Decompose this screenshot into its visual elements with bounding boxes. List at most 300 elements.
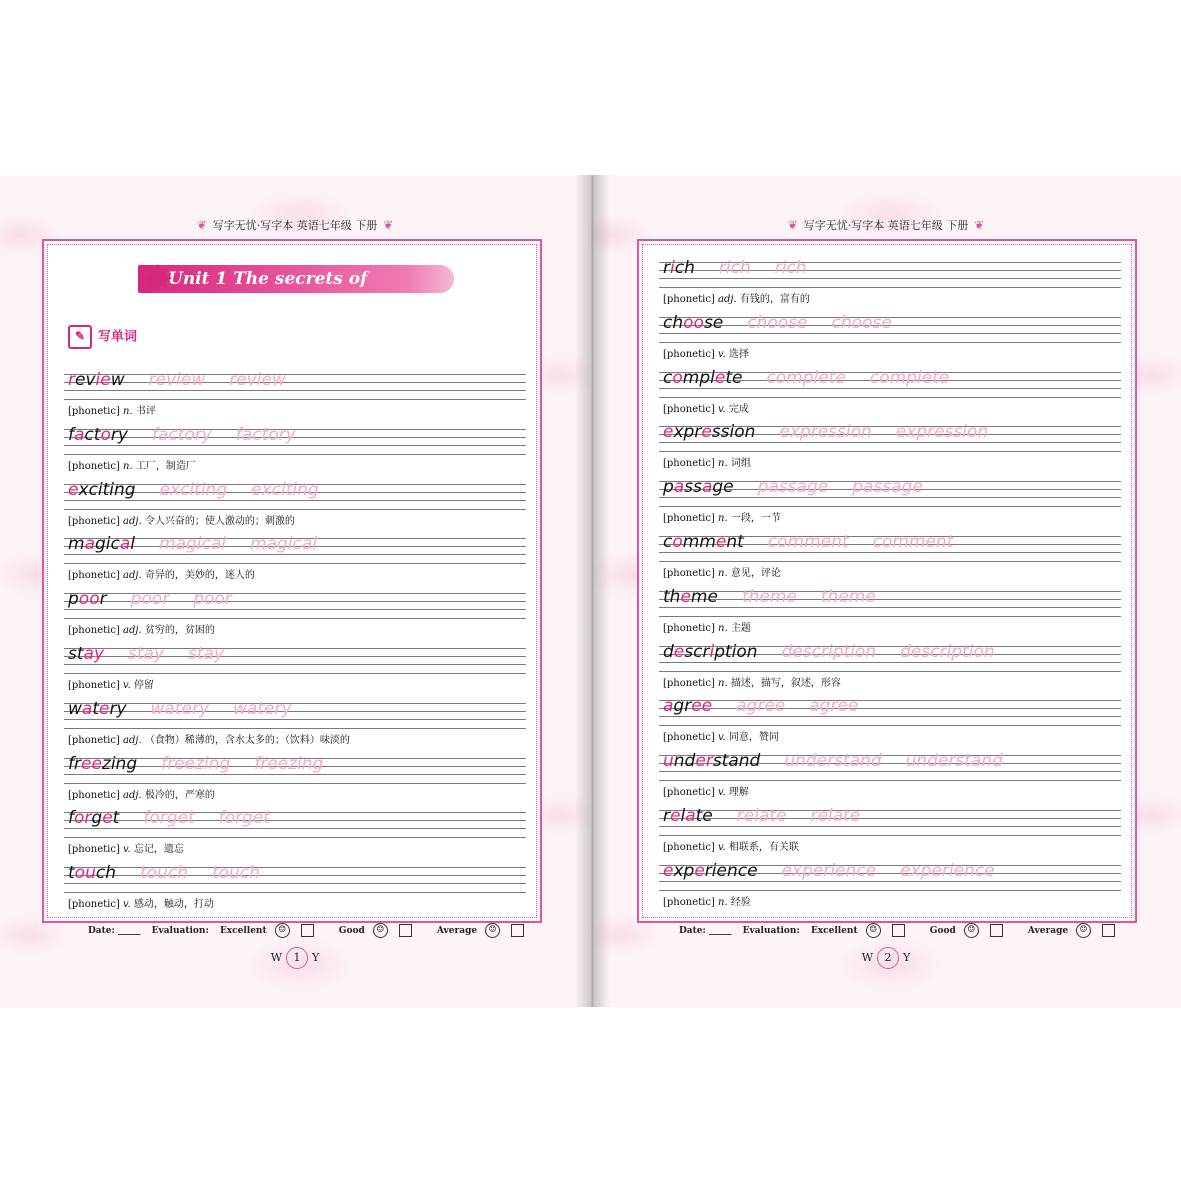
meaning: 令人兴奋的；使人激动的；刺激的 xyxy=(144,515,295,527)
word-highlight: r xyxy=(68,370,75,390)
trace-word: touch xyxy=(139,863,188,884)
word-row xyxy=(68,699,292,727)
unit-title: Unit 1 The secrets of happiness xyxy=(138,265,454,293)
meaning: 完成 xyxy=(728,403,749,415)
left-page xyxy=(0,175,590,1007)
part-of-speech: adj. xyxy=(123,570,142,582)
word-highlight: i xyxy=(709,641,715,662)
vocab-word xyxy=(68,425,128,445)
word-highlight: a xyxy=(84,534,95,555)
word-gloss xyxy=(663,454,751,469)
word-entry xyxy=(659,641,1121,695)
part-of-speech: n. xyxy=(123,460,133,472)
word-part: th xyxy=(663,586,681,607)
part-of-speech: adj. xyxy=(123,515,142,527)
part-of-speech: n. xyxy=(718,458,728,470)
word-row xyxy=(663,696,858,724)
page-number xyxy=(0,947,590,969)
phonetic: [phonetic] xyxy=(68,680,120,691)
vocab-word xyxy=(663,587,718,607)
word-highlight: e xyxy=(673,641,685,662)
word-part: m xyxy=(68,534,85,555)
word-highlight: e xyxy=(715,532,727,552)
vocab-word xyxy=(663,368,742,388)
trace-word: complete xyxy=(766,367,846,388)
part-of-speech: v. xyxy=(718,348,726,360)
phonetic: [phonetic] xyxy=(663,896,715,908)
evaluation-label: Evaluation: xyxy=(742,926,800,936)
word-highlight: or xyxy=(74,808,92,829)
trace-word: magical xyxy=(159,534,226,555)
flower-icon xyxy=(877,947,899,969)
word-part: ev xyxy=(75,370,96,390)
word-row xyxy=(68,754,323,782)
word-part: ge xyxy=(712,477,734,498)
trace-word: agree xyxy=(809,696,859,717)
part-of-speech: v. xyxy=(123,844,131,856)
word-entry xyxy=(64,862,526,916)
word-part: me xyxy=(690,586,718,607)
word-highlight: oo xyxy=(683,312,704,333)
ornament-icon: ❦ xyxy=(974,218,985,232)
part-of-speech: v. xyxy=(123,680,131,691)
word-row xyxy=(68,644,224,672)
word-part: g xyxy=(91,808,103,829)
word-part: xp xyxy=(673,860,695,881)
date-label: Date: _____ xyxy=(679,926,732,936)
phonetic: [phonetic] xyxy=(68,570,120,582)
word-part: w xyxy=(110,370,125,390)
word-part: ch xyxy=(95,863,116,884)
word-part: ch xyxy=(674,258,695,278)
phonetic: [phonetic] xyxy=(663,403,715,415)
phonetic: [phonetic] xyxy=(663,513,715,525)
word-part: r xyxy=(663,258,670,278)
worksheet-frame xyxy=(42,239,542,923)
right-page xyxy=(591,175,1181,1007)
phonetic: [phonetic] xyxy=(68,625,120,637)
word-highlight: ou xyxy=(74,863,96,884)
word-gloss xyxy=(68,840,184,855)
word-entry xyxy=(64,479,526,533)
word-part: ss xyxy=(684,477,702,498)
part-of-speech: adj. xyxy=(718,294,737,305)
vocab-word xyxy=(68,644,104,664)
good-label: Good xyxy=(929,926,956,936)
average-checkbox[interactable] xyxy=(511,924,524,937)
word-part: st xyxy=(68,644,84,664)
word-gloss xyxy=(68,512,295,527)
vocab-word xyxy=(68,754,137,774)
word-highlight: e xyxy=(694,860,705,881)
meaning: 停留 xyxy=(133,680,154,691)
phonetic: [phonetic] xyxy=(663,732,715,744)
word-part: ption xyxy=(714,641,758,662)
part-of-speech: n. xyxy=(718,896,728,908)
vocab-word xyxy=(68,480,136,500)
phonetic: [phonetic] xyxy=(663,787,715,799)
word-entry xyxy=(64,698,526,752)
word-part: t xyxy=(92,698,99,719)
section-title-text: 写单词 xyxy=(98,329,138,345)
smile-face-icon: ☺ xyxy=(964,923,979,938)
average-checkbox[interactable] xyxy=(1102,924,1115,937)
header-text: 写字无忧·写字本 英语七年级 下册 xyxy=(803,219,969,232)
word-part: rience xyxy=(704,860,758,881)
section-title xyxy=(68,325,137,349)
trace-word: forget xyxy=(143,808,195,829)
page-letter-right: Y xyxy=(312,951,320,964)
word-part: l xyxy=(680,806,686,826)
ornament-icon: ❦ xyxy=(383,218,394,232)
meaning: 相联系，有关联 xyxy=(728,842,799,853)
trace-word: exciting xyxy=(251,479,319,500)
trace-word: expression xyxy=(779,422,872,443)
evaluation-footer xyxy=(679,923,1123,938)
good-label: Good xyxy=(338,926,365,936)
meaning: （食物）稀薄的，含水太多的；（饮料）味淡的 xyxy=(144,734,350,746)
word-highlight: ee xyxy=(691,696,713,717)
header-text: 写字无忧·写字本 英语七年级 下册 xyxy=(212,219,378,232)
average-label: Average xyxy=(1027,926,1069,936)
word-gloss xyxy=(68,895,214,910)
vocab-word xyxy=(68,699,127,719)
word-row xyxy=(68,480,319,508)
word-gloss xyxy=(68,566,255,581)
word-highlight: e xyxy=(714,367,726,388)
evaluation-label: Evaluation: xyxy=(151,926,209,936)
word-part: p xyxy=(68,589,79,610)
trace-word: understand xyxy=(905,751,1003,772)
word-row xyxy=(68,863,260,891)
word-gloss xyxy=(68,786,215,801)
meaning: 描述，描写，叙述，形容 xyxy=(730,677,841,689)
trace-word: passage xyxy=(852,477,923,498)
word-part: c xyxy=(663,367,673,388)
trace-word: freezing xyxy=(254,753,324,774)
word-entry xyxy=(64,807,526,861)
word-gloss xyxy=(68,621,215,636)
page-number-value: 1 xyxy=(293,951,301,964)
trace-word: freezing xyxy=(161,753,231,774)
vocab-word xyxy=(663,422,755,442)
word-row xyxy=(663,258,807,286)
trace-word: comment xyxy=(872,532,954,552)
word-part: nd xyxy=(673,751,696,772)
word-gloss xyxy=(68,457,196,472)
word-highlight: e xyxy=(680,586,691,607)
page-header xyxy=(591,217,1181,233)
part-of-speech: n. xyxy=(123,406,133,417)
word-part: l xyxy=(130,534,136,555)
vocab-word xyxy=(68,863,116,883)
word-gloss xyxy=(663,783,749,798)
word-part: t xyxy=(112,808,120,829)
trace-word: understand xyxy=(784,751,882,772)
word-row xyxy=(663,532,953,560)
trace-word: choose xyxy=(747,312,808,333)
page-number-value: 2 xyxy=(884,951,892,964)
vocab-word xyxy=(663,258,695,278)
word-part: t xyxy=(68,863,75,884)
trace-word: expression xyxy=(895,422,989,443)
word-row xyxy=(663,642,995,670)
word-entry xyxy=(659,367,1121,421)
word-highlight: i xyxy=(670,258,675,278)
excellent-label: Excellent xyxy=(810,926,858,936)
part-of-speech: n. xyxy=(718,677,728,689)
word-entry xyxy=(659,750,1121,804)
word-row xyxy=(68,425,296,453)
vocab-word xyxy=(663,532,744,552)
phonetic: [phonetic] xyxy=(68,789,120,801)
word-gloss xyxy=(663,674,841,689)
excellent-checkbox[interactable] xyxy=(892,924,905,937)
word-entry xyxy=(659,421,1121,475)
page-letter-right: Y xyxy=(903,951,911,964)
vocab-word xyxy=(68,534,135,554)
trace-word: rich xyxy=(774,258,807,278)
meaning: 词组 xyxy=(730,458,751,470)
part-of-speech: n. xyxy=(718,513,728,525)
smile-face-icon: ☺ xyxy=(275,923,290,938)
vocab-word xyxy=(663,477,734,497)
page-letter-left: W xyxy=(861,951,874,964)
trace-word: poor xyxy=(193,589,232,610)
phonetic: [phonetic] xyxy=(663,348,715,360)
word-part: fr xyxy=(68,753,81,774)
word-row xyxy=(663,751,1003,779)
meaning: 意见，评论 xyxy=(730,568,781,579)
trace-word: relate xyxy=(736,806,787,826)
word-gloss xyxy=(663,564,781,579)
worksheet-frame xyxy=(637,239,1137,923)
neutral-face-icon: ☺ xyxy=(485,923,500,938)
part-of-speech: n. xyxy=(718,568,728,579)
trace-word: review xyxy=(148,370,206,390)
word-gloss xyxy=(663,893,751,908)
trace-word: passage xyxy=(757,477,829,498)
word-part: xciting xyxy=(78,479,136,500)
vocab-word xyxy=(663,861,758,881)
word-part: gic xyxy=(94,534,120,555)
meaning: 一段，一节 xyxy=(730,513,781,525)
excellent-checkbox[interactable] xyxy=(301,924,314,937)
trace-word: touch xyxy=(211,863,260,884)
word-part: xpr xyxy=(673,422,702,443)
trace-word: description xyxy=(781,641,877,662)
word-part: mm xyxy=(682,532,716,552)
word-gloss xyxy=(68,676,154,691)
vocab-word xyxy=(68,808,119,828)
word-highlight: o xyxy=(100,424,111,445)
word-part: ch xyxy=(663,312,684,333)
word-row xyxy=(68,370,286,398)
word-highlight: e xyxy=(68,479,79,500)
phonetic: [phonetic] xyxy=(663,842,715,853)
word-part: f xyxy=(68,424,74,445)
word-entry xyxy=(64,753,526,807)
word-highlight: ay xyxy=(83,644,105,664)
phonetic: [phonetic] xyxy=(663,677,715,689)
word-row xyxy=(663,422,988,450)
word-part: stand xyxy=(712,751,761,772)
word-entry xyxy=(659,531,1121,585)
trace-word: stay xyxy=(128,644,165,664)
vocab-word xyxy=(663,696,712,716)
star-burst-icon: ✸ xyxy=(142,257,174,301)
phonetic: [phonetic] xyxy=(663,458,715,470)
trace-word: theme xyxy=(741,586,797,607)
word-entry xyxy=(659,860,1121,914)
word-part: se xyxy=(703,312,724,333)
phonetic: [phonetic] xyxy=(68,844,120,856)
trace-word: review xyxy=(229,370,286,390)
word-row xyxy=(663,806,860,834)
word-entry xyxy=(659,257,1121,311)
word-row xyxy=(68,534,317,562)
word-highlight: e xyxy=(663,422,674,443)
meaning: 感动，触动，打动 xyxy=(133,899,214,911)
word-highlight: e xyxy=(102,808,113,829)
word-entry xyxy=(64,424,526,478)
phonetic: [phonetic] xyxy=(68,515,120,527)
good-checkbox[interactable] xyxy=(399,924,412,937)
word-entry xyxy=(64,588,526,642)
phonetic: [phonetic] xyxy=(68,460,120,472)
meaning: 贫穷的，贫困的 xyxy=(144,625,215,637)
part-of-speech: v. xyxy=(718,732,726,744)
part-of-speech: v. xyxy=(123,899,131,911)
word-part: ry xyxy=(110,424,128,445)
word-entry xyxy=(64,369,526,423)
ornament-icon: ❦ xyxy=(787,218,798,232)
word-part: p xyxy=(663,477,674,498)
trace-word: choose xyxy=(831,312,892,333)
meaning: 选择 xyxy=(728,348,749,360)
word-part: f xyxy=(68,808,74,829)
word-row xyxy=(663,587,876,615)
vocab-word xyxy=(663,313,723,333)
word-highlight: a xyxy=(673,477,685,498)
part-of-speech: adj. xyxy=(123,625,142,637)
good-checkbox[interactable] xyxy=(990,924,1003,937)
word-entry xyxy=(659,312,1121,366)
trace-word: experience xyxy=(781,860,877,881)
word-part: te xyxy=(695,806,713,826)
word-highlight: a xyxy=(663,696,674,717)
word-entry xyxy=(64,533,526,587)
book-spread xyxy=(0,175,1181,1007)
smile-face-icon: ☺ xyxy=(373,923,388,938)
trace-word: watery xyxy=(150,698,210,719)
neutral-face-icon: ☺ xyxy=(1076,923,1091,938)
phonetic: [phonetic] xyxy=(663,622,715,634)
word-part: ry xyxy=(109,698,127,719)
book-gutter xyxy=(575,175,610,1007)
trace-word: agree xyxy=(736,696,786,717)
word-entry xyxy=(659,476,1121,530)
word-gloss xyxy=(663,290,810,305)
word-row xyxy=(68,589,232,617)
part-of-speech: v. xyxy=(718,842,726,853)
phonetic: [phonetic] xyxy=(68,899,120,911)
word-part: w xyxy=(68,698,82,719)
word-part: ct xyxy=(84,424,101,445)
word-row xyxy=(663,313,892,341)
word-highlight: a xyxy=(685,806,696,826)
word-part: ssion xyxy=(711,422,756,443)
vocab-word xyxy=(663,806,713,826)
flower-icon xyxy=(286,947,308,969)
trace-word: comment xyxy=(767,532,849,552)
word-highlight: a xyxy=(81,698,93,719)
vocab-word xyxy=(68,589,107,609)
phonetic: [phonetic] xyxy=(663,568,715,579)
word-highlight: er xyxy=(695,751,713,772)
trace-word: watery xyxy=(233,698,292,719)
part-of-speech: n. xyxy=(718,622,728,634)
meaning: 理解 xyxy=(728,787,749,799)
word-entry xyxy=(659,586,1121,640)
word-highlight: a xyxy=(74,424,85,445)
meaning: 有钱的，富有的 xyxy=(739,294,810,305)
word-highlight: e xyxy=(701,422,712,443)
page-number xyxy=(591,947,1181,969)
meaning: 书评 xyxy=(135,406,156,417)
smile-face-icon: ☺ xyxy=(866,923,881,938)
trace-word: theme xyxy=(820,586,876,607)
word-row xyxy=(663,861,995,889)
word-row xyxy=(663,477,923,505)
trace-word: magical xyxy=(250,534,317,555)
word-part: r xyxy=(663,806,670,826)
word-gloss xyxy=(663,619,751,634)
vocab-word xyxy=(68,370,125,390)
word-gloss xyxy=(68,731,350,746)
trace-word: relate xyxy=(810,806,861,826)
trace-word: exciting xyxy=(159,479,228,500)
word-gloss xyxy=(68,402,156,417)
meaning: 奇异的，美妙的，迷人的 xyxy=(144,570,255,582)
phonetic: [phonetic] xyxy=(663,294,715,305)
trace-word: description xyxy=(900,641,995,662)
page-header xyxy=(0,217,590,233)
trace-word: rich xyxy=(718,258,751,278)
phonetic: [phonetic] xyxy=(68,734,120,746)
word-highlight: oo xyxy=(78,589,100,610)
word-highlight: e xyxy=(663,860,674,881)
word-part: r xyxy=(99,589,107,610)
word-gloss xyxy=(663,509,781,524)
word-highlight: e xyxy=(99,698,110,719)
trace-word: forget xyxy=(218,808,270,829)
meaning: 工厂，制造厂 xyxy=(135,460,196,472)
word-highlight: u xyxy=(663,751,674,772)
page-letter-left: W xyxy=(270,951,283,964)
pencil-book-icon: ✎ xyxy=(68,325,92,349)
vocab-word xyxy=(663,642,758,662)
word-highlight: ie xyxy=(95,370,111,390)
word-part: te xyxy=(725,367,743,388)
meaning: 忘记，遗忘 xyxy=(133,844,184,856)
word-gloss xyxy=(663,345,749,360)
word-highlight: a xyxy=(701,477,713,498)
trace-word: poor xyxy=(130,589,170,610)
word-row xyxy=(68,808,270,836)
trace-word: factory xyxy=(235,424,296,445)
excellent-label: Excellent xyxy=(219,926,267,936)
